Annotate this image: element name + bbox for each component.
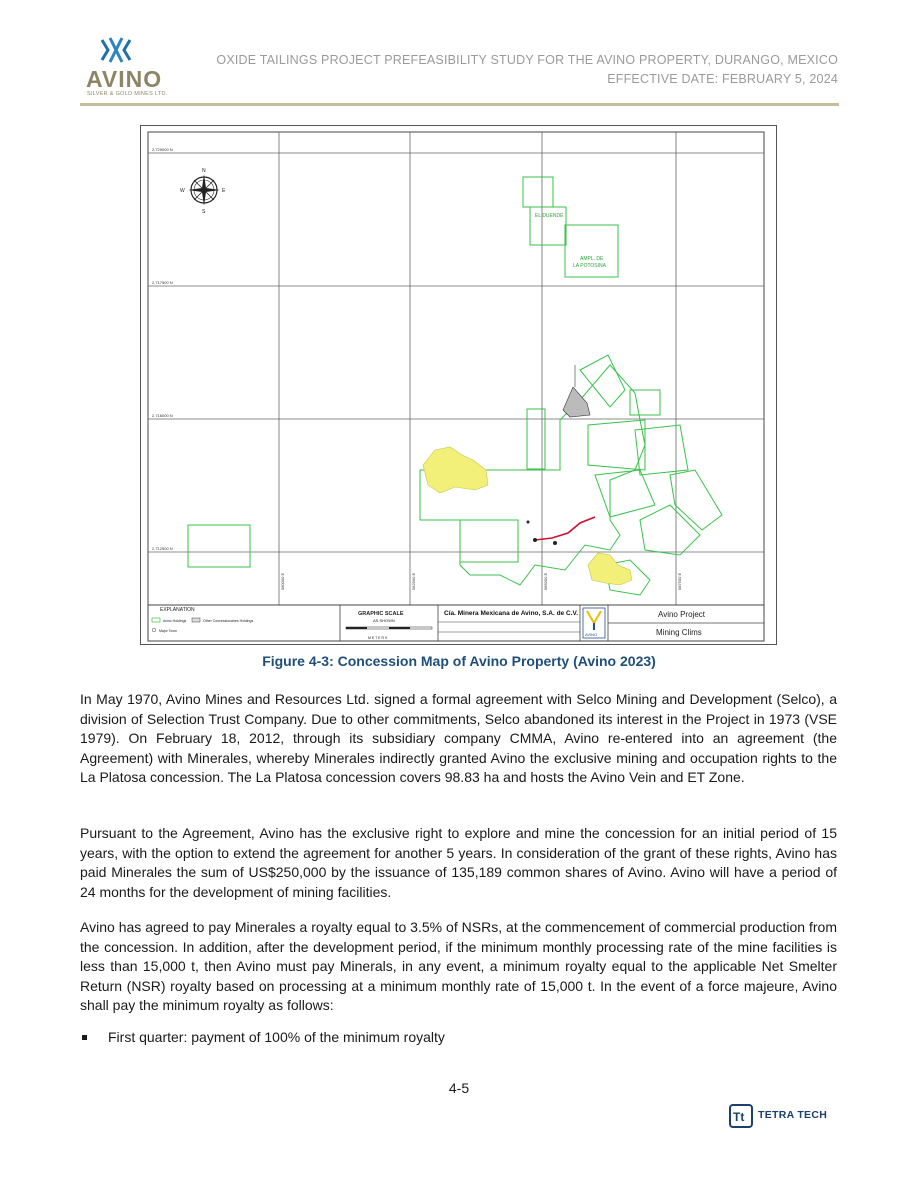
- svg-text:E: E: [222, 188, 226, 194]
- footer-brand: TETRA TECH: [758, 1109, 828, 1121]
- logo-wordmark: AVINO: [86, 66, 163, 92]
- legend-item-town: Major Town: [159, 629, 177, 633]
- mine-point-marker: [553, 541, 557, 545]
- easting-label: 582500 E: [411, 572, 416, 590]
- page-number: 4-5: [448, 1080, 470, 1096]
- svg-text:N: N: [202, 168, 206, 174]
- svg-text:Tt: Tt: [733, 1110, 745, 1124]
- easting-label: 587500 E: [677, 572, 682, 590]
- scale-subtitle: AS SHOWN: [373, 618, 395, 623]
- paragraph: Avino has agreed to pay Minerales a royalty equal to 3.5% of NSRs, at the commencement of commercial production from the concession. In addition, after the development period, if the minimum monthly processing rate of the mine facilities is less than 15,000 t, then Avino must pay Minerals, in any event, a minimum royalty equal to the applicable Net Smelter Return (NSR) royalty based on processing at a minimum monthly rate of 15,000 t. In the event of a force majeure, Avino shall pay the minimum royalty as follows:: [80, 919, 837, 1013]
- northing-label: 2,729000 N: [152, 147, 173, 152]
- paragraph: Pursuant to the Agreement, Avino has the exclusive right to explore and mine the concession for an initial period of 15 years, with the option to extend the agreement for another 5 years. In consideration of the grant of these rights, Avino has paid Minerales the sum of US$250,000 by the issuance of 135,189 common shares of Avino. Avino will have a period of 24 months for the development of mining facilities.: [80, 825, 837, 900]
- concession-label-ampl-line2: LA POTOSINA: [573, 263, 606, 269]
- mine-point-marker: [533, 538, 537, 542]
- title-block-logo-label: AVINO: [585, 632, 598, 637]
- map-title: Mining Clims: [656, 628, 702, 637]
- company-name: Cía. Minera Mexicana de Avino, S.A. de C.V.: [444, 610, 579, 617]
- mine-point-marker: [527, 521, 530, 524]
- scale-title: GRAPHIC SCALE: [358, 611, 404, 617]
- concession-label-ampl-line1: AMPL. DE: [580, 256, 604, 262]
- svg-text:S: S: [202, 209, 206, 215]
- list-item: First quarter: payment of 100% of the minimum royalty: [108, 1029, 445, 1045]
- legend-title: EXPLANATION: [160, 607, 195, 613]
- concession-label-el-duende: EL DUENDE: [535, 213, 564, 219]
- scale-unit: M E T E R S: [368, 636, 388, 640]
- paragraph: In May 1970, Avino Mines and Resources Ltd. signed a formal agreement with Selco Mining and Development (Selco), a division of Selection Trust Company. Due to other commitments, Selco abandoned its interest in the Project in 1973 (VSE 1979). On February 18, 2012, through its subsidiary company CMMA, Avino re-entered into an agreement (the Agreement) with Minerales, whereby Minerales indirectly granted Avino the exclusive mining and occupation rights to the La Platosa concession. The La Platosa concession covers 98.83 ha and hosts the Avino Vein and ET Zone.: [80, 691, 837, 785]
- header-rule: [80, 103, 839, 106]
- logo-subtitle: SILVER & GOLD MINES LTD.: [87, 91, 168, 97]
- northing-label: 2,712500 N: [152, 546, 173, 551]
- map-frame: [148, 132, 764, 605]
- avino-logo-icon: [98, 36, 134, 68]
- header-title: OXIDE TAILINGS PROJECT PREFEASIBILITY STUDY FOR THE AVINO PROPERTY, DURANGO, MEXICO: [216, 53, 838, 67]
- bullet-marker: [82, 1035, 87, 1040]
- legend-swatch-other: [192, 618, 200, 622]
- header-effective-date: EFFECTIVE DATE: FEBRUARY 5, 2024: [607, 72, 838, 86]
- northing-label: 2,717500 N: [152, 280, 173, 285]
- figure-caption: Figure 4-3: Concession Map of Avino Property (Avino 2023): [262, 653, 656, 669]
- project-name: Avino Project: [658, 610, 705, 619]
- easting-label: 580000 E: [280, 572, 285, 590]
- concession-map: [140, 125, 777, 645]
- legend-item-avino: Avino Holdings: [163, 619, 187, 623]
- northing-label: 2,716000 N: [152, 413, 173, 418]
- easting-label: 585000 E: [543, 572, 548, 590]
- legend-item-other: Other Concessionaires Holdings: [203, 619, 254, 623]
- tetra-tech-logo-icon: [729, 1104, 753, 1128]
- svg-text:W: W: [180, 188, 185, 194]
